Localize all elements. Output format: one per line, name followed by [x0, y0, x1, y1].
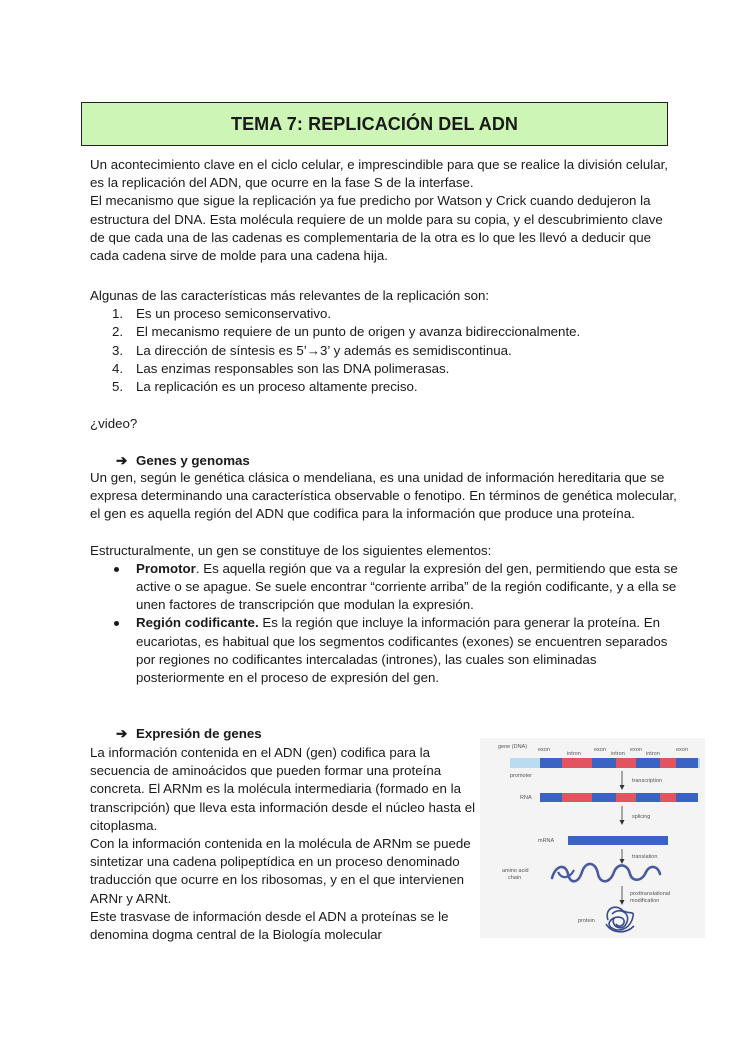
intro-section — [90, 156, 680, 265]
figure-label-exon: exon — [538, 747, 550, 753]
bullet-icon — [114, 621, 119, 626]
list-item — [90, 560, 680, 615]
mrna-strand — [568, 836, 668, 845]
list-item — [90, 614, 680, 687]
figure-label-transcription: transcription — [632, 778, 662, 784]
expression-section — [90, 744, 485, 944]
bullet-text: Es la región que incluye la información para generar la proteína. En eucariotas, es habitual que los segmentos codificantes (exones) se encuentren separados por regiones no codificantes intercaladas (intrones), las cuales son eliminadas posteriormente en el proceso de expresión del gen. — [136, 615, 668, 686]
bullet-text: Es aquella región que va a regular la expresión del gen, permitiendo que esta se active o se apague. Se suele encontrar “corriente arriba” de la región codificante, y a ella se unen factores de transcripción que modulan la expresión. — [136, 560, 678, 613]
bullet-term: Promotor — [136, 560, 196, 576]
intron-segment — [660, 793, 676, 802]
figure-label-protein: protein — [578, 918, 595, 924]
bullet-icon — [114, 567, 119, 572]
characteristics-list — [90, 305, 680, 396]
title-box — [81, 102, 668, 146]
characteristics-section — [90, 287, 680, 396]
genes-section — [90, 469, 680, 687]
figure-label-posttranslational: posttranslational — [630, 891, 671, 897]
arrow-icon: ➔ — [116, 726, 128, 741]
figure-label-rna: RNA — [520, 795, 532, 801]
figure-label-mrna: mRNA — [538, 838, 555, 844]
list-text: La replicación es un proceso altamente preciso. — [136, 379, 418, 395]
figure-label-intron: intron — [567, 751, 581, 757]
figure-label-gene: gene (DNA) — [498, 744, 528, 750]
intron-segment — [562, 758, 592, 768]
intron-segment — [660, 758, 676, 768]
genes-heading-text: Genes y genomas — [136, 453, 250, 468]
figure-label-translation: translation — [632, 854, 658, 860]
list-text: Las enzimas responsables son las DNA polimerasas. — [136, 360, 450, 376]
genes-paragraph-1: Un gen, según le genética clásica o mendeliana, es una unidad de información hereditaria que se expresa determinando una característica observable o fenotipo. En términos de genética molecular, el gen es aquella región del ADN que codifica para la información que produce una proteína. — [90, 470, 677, 522]
list-number: 1. — [112, 306, 124, 322]
exon-segment — [636, 758, 660, 768]
gene-expression-figure — [480, 738, 705, 938]
gene-elements-list — [90, 560, 680, 687]
list-text: El mecanismo requiere de un punto de origen y avanza bidireccionalmente. — [136, 324, 581, 340]
figure-label-modification: modification — [630, 898, 660, 904]
list-text: La dirección de síntesis es 5’→3’ y además es semidiscontinua. — [136, 342, 512, 358]
figure-label-promoter: promoter — [510, 773, 533, 779]
expression-paragraph-1: La información contenida en el ADN (gen) codifica para la secuencia de aminoácidos que pueden formar una proteína concreta. El ARNm es la molécula intermediaria (formado en la transcripción) que lleva esta información desde el núcleo hasta el citoplasma. — [90, 745, 476, 833]
figure-label-amino-acid: amino acid — [502, 868, 529, 874]
list-number: 5. — [112, 379, 124, 395]
figure-label-intron: intron — [611, 751, 625, 757]
intro-paragraph-2: El mecanismo que sigue la replicación ya fue predicho por Watson y Crick cuando dedujeron la estructura del DNA. Esta molécula requiere de un molde para su copia, y el descubrimiento clave de que cada una de las cadenas es complementaria de la otra es lo que les llevó a deducir que cada cadena sirve de molde para una cadena hija. — [90, 193, 663, 264]
expression-paragraph-2: Con la información contenida en la molécula de ARNm se puede sintetizar una cadena polipeptídica en un proceso denominado traducción que ocurre en los ribosomas, y en el que intervienen ARNr y ARNt. — [90, 836, 471, 906]
characteristics-lead: Algunas de las características más relevantes de la replicación son: — [90, 288, 490, 303]
list-text: Es un proceso semiconservativo. — [136, 306, 332, 322]
video-note: ¿video? — [90, 416, 138, 431]
exon-segment — [592, 758, 616, 768]
intron-segment — [616, 793, 636, 802]
bullet-term: Región codificante. — [136, 615, 259, 631]
list-number: 2. — [112, 324, 124, 340]
arrow-icon: ➔ — [116, 453, 128, 468]
bullet-sep: . — [195, 560, 200, 576]
list-item — [90, 342, 680, 360]
list-number: 4. — [112, 360, 124, 376]
list-number: 3. — [112, 342, 124, 358]
figure-label-exon: exon — [630, 747, 642, 753]
list-item — [90, 378, 680, 396]
exon-segment — [676, 758, 698, 768]
intro-paragraph-1: Un acontecimiento clave en el ciclo celular, e imprescindible para que se realice la división celular, es la replicación del ADN, que ocurre en la fase S de la interfase. — [90, 157, 668, 191]
genes-paragraph-2: Estructuralmente, un gen se constituye de los siguientes elementos: — [90, 542, 492, 558]
figure-label-intron: intron — [646, 751, 660, 757]
expression-heading-text: Expresión de genes — [136, 726, 262, 741]
figure-label-splicing: splicing — [632, 814, 651, 820]
figure-label-chain: chain — [508, 875, 522, 881]
intron-segment — [562, 793, 592, 802]
figure-label-exon: exon — [676, 747, 688, 753]
expression-heading — [116, 725, 262, 743]
list-item — [90, 323, 680, 341]
expression-paragraph-3: Este trasvase de información desde el ADN a proteínas se le denomina dogma central de la Biología molecular — [90, 908, 449, 943]
exon-segment — [540, 758, 562, 768]
page-title: TEMA 7: REPLICACIÓN DEL ADN — [230, 113, 519, 134]
intron-segment — [616, 758, 636, 768]
list-item — [90, 360, 680, 378]
figure-label-exon: exon — [594, 747, 606, 753]
genes-heading — [116, 452, 250, 470]
list-item — [90, 305, 680, 323]
